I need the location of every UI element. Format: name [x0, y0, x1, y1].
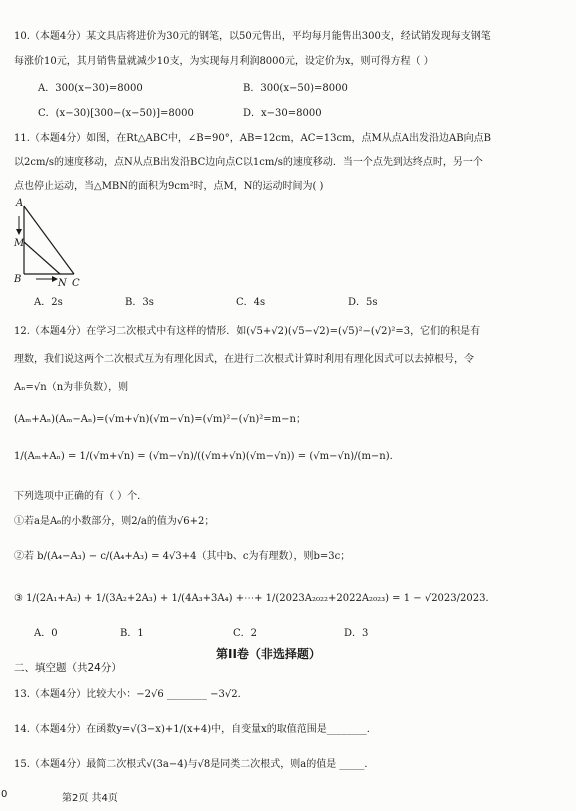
- q14-text: 14.（本题4分）在函数y=√(3−x)+1/(x+4)中，自变量x的取值范围是________．: [14, 724, 377, 735]
- page-footer: 第2页 共4页: [62, 793, 118, 804]
- q12-formula-product: (Aₘ+Aₙ)(Aₘ−Aₙ)=(√m+√n)(√m−√n)=(√m)²−(√n)²=m−n；: [14, 414, 306, 425]
- q12-formula-rationalize: 1/(Aₘ+Aₙ) = 1/(√m+√n) = (√m−√n)/((√m+√n)(√m−√n)) = (√m−√n)/(m−n)．: [14, 451, 400, 462]
- q11-text-line-2: 以2cm/s的速度移动，点N从点B出发沿BC边向点C以1cm/s的速度移动．当一个点先到达终点时，另一个: [14, 157, 483, 168]
- q12-option-a: A．0: [34, 628, 58, 639]
- q13-text: 13.（本题4分）比较大小：−2√6 ________ −3√2．: [14, 689, 248, 700]
- arrow-m-head: [16, 229, 22, 235]
- q10-option-d: D．x−30=8000: [243, 108, 322, 119]
- q11-option-b: B．3s: [125, 297, 154, 308]
- label-a: A: [16, 198, 24, 209]
- q12-option-b: B．1: [120, 628, 144, 639]
- q12-option-d: D．3: [344, 628, 369, 639]
- label-c: C: [72, 278, 80, 289]
- triangle-figure: [12, 196, 92, 291]
- q10-text-line-1: 10.（本题4分）某文具店将进价为30元的钢笔，以50元售出，平均每月能售出300支，经试销发现每支钢笔: [14, 31, 491, 42]
- q11-text-line-1: 11.（本题4分）如图，在Rt△ABC中，∠B=90°，AB=12cm，AC=13cm，点M从点A出发沿边AB向点B: [14, 133, 491, 144]
- q12-text-line-1: 12.（本题4分）在学习二次根式中有这样的情形．如(√5+√2)(√5−√2)=(√5)²−(√2)²=3，它们的积是有: [14, 326, 481, 337]
- q15-text: 15.（本题4分）最简二次根式√(3a−4)与√8是同类二次根式，则a的值是 _____．: [14, 759, 375, 770]
- part2-title: 第II卷（非选择题）: [216, 647, 321, 661]
- section-2-heading: 二、填空题（共24分）: [14, 662, 122, 674]
- q10-option-a: A．300(x−30)=8000: [38, 83, 143, 94]
- label-b: B: [14, 274, 22, 285]
- q10-option-b: B．300(x−50)=8000: [243, 83, 348, 94]
- q10-option-c: C．(x−30)[300−(x−50)]=8000: [38, 108, 194, 119]
- q11-option-c: C．4s: [236, 297, 266, 308]
- q11-text-line-3: 点也停止运动，当△MBN的面积为9cm²时，点M，N的运动时间为( ): [14, 181, 324, 192]
- q12-text-line-3: Aₙ=√n（n为非负数），则: [14, 382, 129, 393]
- q11-option-d: D．5s: [348, 297, 378, 308]
- q12-option-c: C．2: [233, 628, 258, 639]
- q11-option-a: A．2s: [34, 297, 63, 308]
- label-m: M: [14, 238, 25, 249]
- q12-prompt: 下列选项中正确的有（ ）个．: [14, 491, 148, 502]
- label-n: N: [58, 278, 67, 289]
- q12-text-line-2: 理数，我们说这两个二次根式互为有理化因式，在进行二次根式计算时利用有理化因式可以去掉根号，令: [14, 354, 474, 365]
- q12-statement-2: ②若 b/(A₄−A₃) − c/(A₄+A₃) = 4√3+4（其中b、c为有理数），则b=3c；: [14, 551, 351, 562]
- q12-statement-1: ①若a是A₆的小数部分，则2/a的值为√6+2；: [14, 516, 215, 527]
- q12-statement-3: ③ 1/(2A₁+A₂) + 1/(3A₂+2A₃) + 1/(4A₃+3A₄) +⋯+ 1/(2023A₂₀₂₂+2022A₂₀₂₃) = 1 − √2023/2023．: [14, 593, 496, 604]
- edge-mark: 0: [1, 789, 8, 800]
- q10-text-line-2: 每涨价10元，其月销售量就减少10支，为实现每月利润8000元，设定价为x，则可得方程（ ）: [14, 56, 434, 67]
